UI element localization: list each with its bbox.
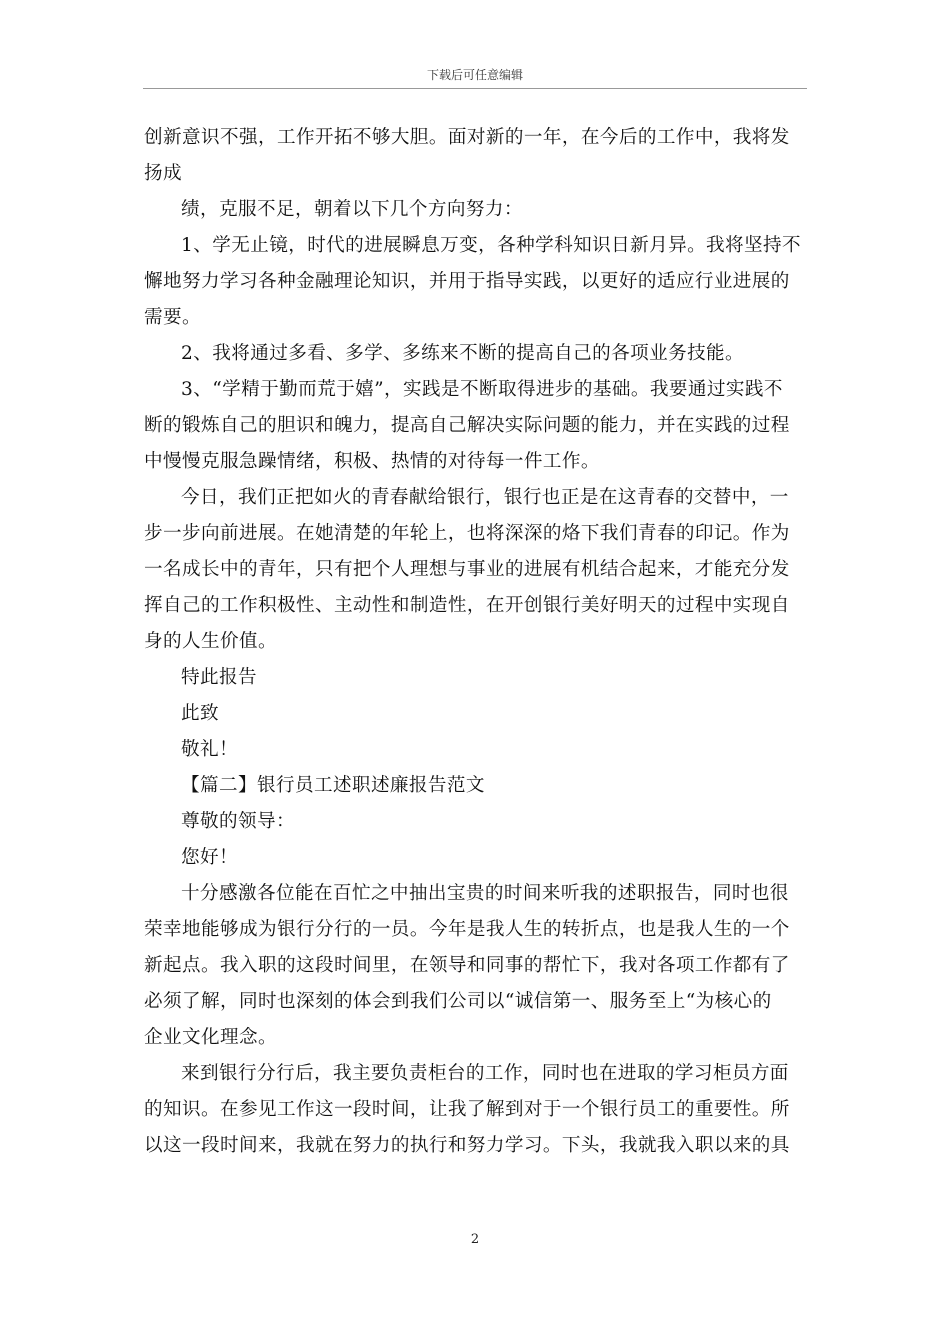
text-line: 来到银行分行后，我主要负责柜台的工作，同时也在进取的学习柜员方面 (181, 1063, 789, 1084)
text-line: 步一步向前进展。在她清楚的年轮上，也将深深的烙下我们青春的印记。作为 (144, 523, 790, 544)
text-line: 此致 (181, 703, 219, 724)
text-line: 今日，我们正把如火的青春献给银行，银行也正是在这青春的交替中，一 (181, 487, 789, 508)
text-line: 1、学无止镜，时代的进展瞬息万变，各种学科知识日新月异。我将坚持不 (181, 235, 802, 256)
text-line: 懈地努力学习各种金融理论知识，并用于指导实践，以更好的适应行业进展的 (144, 271, 790, 292)
header-rule (143, 88, 807, 89)
text-line: 十分感激各位能在百忙之中抽出宝贵的时间来听我的述职报告，同时也很 (181, 883, 789, 904)
text-line: 尊敬的领导： (181, 811, 295, 832)
text-line: 特此报告 (181, 667, 257, 688)
text-line: 2、我将通过多看、多学、多练来不断的提高自己的各项业务技能。 (181, 343, 745, 364)
text-line: 敬礼！ (181, 739, 238, 760)
document-body (144, 120, 808, 1164)
text-line: 挥自己的工作积极性、主动性和制造性，在开创银行美好明天的过程中实现自 (144, 595, 790, 616)
text-line: 绩，克服不足，朝着以下几个方向努力： (181, 199, 523, 220)
text-line: 中慢慢克服急躁情绪，积极、热情的对待每一件工作。 (144, 451, 600, 472)
page-number: 2 (470, 1232, 480, 1247)
text-line: 新起点。我入职的这段时间里，在领导和同事的帮忙下，我对各项工作都有了 (144, 955, 790, 976)
text-line: 需要。 (144, 307, 201, 328)
text-line: 身的人生价值。 (144, 631, 277, 652)
text-line: 一名成长中的青年，只有把个人理想与事业的进展有机结合起来，才能充分发 (144, 559, 790, 580)
page-header: 下载后可任意编辑 (426, 68, 523, 82)
text-line: 创新意识不强，工作开拓不够大胆。面对新的一年，在今后的工作中，我将发 (144, 127, 790, 148)
text-line: 荣幸地能够成为银行分行的一员。今年是我人生的转折点，也是我人生的一个 (144, 919, 790, 940)
text-line: 的知识。在参见工作这一段时间，让我了解到对于一个银行员工的重要性。所 (144, 1099, 790, 1120)
text-line: 您好！ (181, 847, 238, 868)
text-line: 企业文化理念。 (144, 1027, 277, 1048)
text-line: 扬成 (144, 163, 182, 184)
text-line: 必须了解，同时也深刻的体会到我们公司以“诚信第一、服务至上“为核心的 (144, 991, 772, 1012)
text-line: 以这一段时间来，我就在努力的执行和努力学习。下头，我就我入职以来的具 (144, 1135, 790, 1156)
text-line: 断的锻炼自己的胆识和魄力，提高自己解决实际问题的能力，并在实践的过程 (144, 415, 790, 436)
section-heading: 【篇二】银行员工述职述廉报告范文 (181, 775, 485, 796)
text-line: 3、“学精于勤而荒于嬉”，实践是不断取得进步的基础。我要通过实践不 (181, 379, 783, 400)
